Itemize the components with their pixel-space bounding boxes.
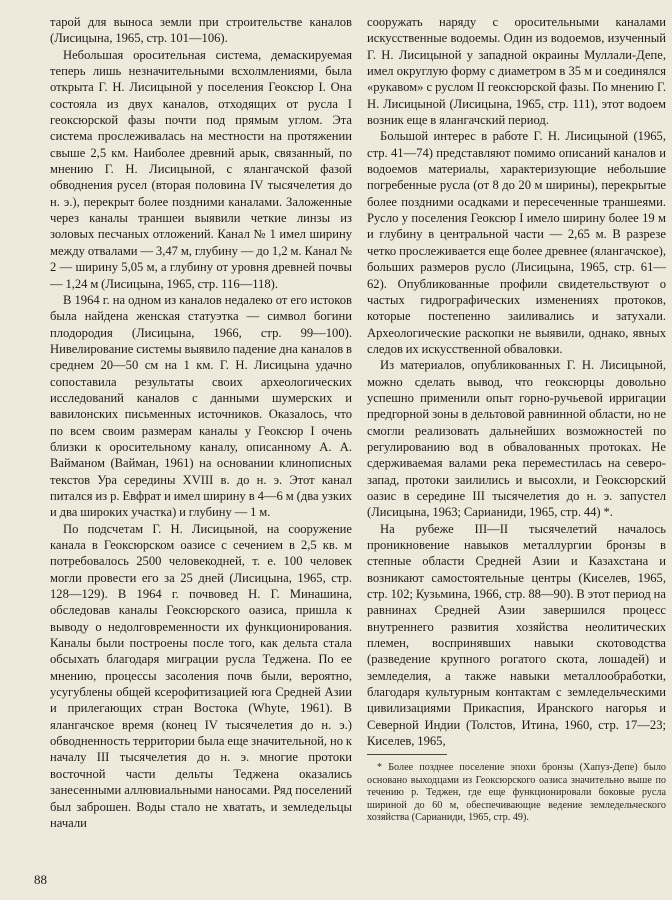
- right-column: [367, 14, 666, 749]
- paragraph: Небольшая оросительная система, демаскируемая теперь лишь незначительными всхолмлениями, была открыта Г. Н. Лисицыной у поселения Геоксюр I. Она состояла из двух каналов, отходящих от русла I геоксюрской фазы почти под прямым углом. Эта система прослеживалась на местности на протяжении свыше 2,5 км. Наиболее древний арык, связанный, по мнению Г. Н. Лисицыной, с ялангачской фазой обводнения русел (вторая половина IV тысячелетия до н. э.), перекрыт более поздними каналами. Заложенные через каналы траншеи выявили четкие линзы из золовых песчаных отложений. Канал № 1 имел ширину между отвалами — 3,47 м, глубину — до 1,2 м. Канал № 2 — ширину 5,05 м, а глубину от уровня древней почвы — 1,24 м (Лисицына, 1965, стр. 116—118).: [50, 47, 352, 291]
- page-number: 88: [34, 872, 47, 887]
- footnote-divider: [367, 754, 447, 755]
- paragraph-continuation: сооружать наряду с оросительными каналами искусственные водоемы. Один из водоемов, изученный Г. Н. Лисицыной у западной окраины Муллали-Депе, имел округлую форму с диаметром в 35 м и соединялся «рукавом» с руслом II геоксюрской фазы. По мнению Г. Н. Лисицыной (Лисицына, 1965, стр. 111), этот водоем возник еще в ялангачский период.: [367, 15, 666, 128]
- left-column: [50, 14, 352, 831]
- footnote: [367, 762, 666, 825]
- paragraph: На рубеже III—II тысячелетий началось проникновение навыков металлургии бронзы в степные области Средней Азии и Казахстана и возникают самостоятельные центры (Киселев, 1965, стр. 102; Кузьмина, 1966, стр. 88—90). В этот период на равнинах Средней Азии завершился процесс внутреннего развития хозяйства неолитических племен, воспринявших навыки скотоводства (разведение крупного рогатого скота, лошадей) и земледелия, а также навыки металлообработки, благодаря культурным контактам с земледельческими цивилизациями Прикаспия, Иранского нагорья и Северной Индии (Толстов, Итина, 1960, стр. 17—23; Киселев, 1965,: [367, 521, 666, 749]
- paragraph: В 1964 г. на одном из каналов недалеко от его истоков была найдена женская статуэтка — символ богини плодородия (Лисицына, 1966, стр. 99—100). Нивелирование системы выявило падение дна каналов в среднем 20—50 см на 1 км. Г. Н. Лисицына удачно сопоставила результаты своих археологических исследований каналов с данными шумерских и вавилонских письменных источников. Оказалось, что по всем своим размерам каналы у Геоксюр I очень близки к оросительному каналу, описанному А. А. Вайманом (Вайман, 1961) на основании клинописных текстов Ура середины XVIII в. до н. э. Этот канал питался из р. Евфрат и имел ширину в 4—6 м (два узких и два широких участка) и глубину — 1 м.: [50, 292, 352, 520]
- paragraph-continuation: тарой для выноса земли при строительстве каналов (Лисицына, 1965, стр. 101—106).: [50, 15, 352, 46]
- paragraph: По подсчетам Г. Н. Лисицыной, на сооружение канала в Геоксюрском оазисе с сечением в 2,5 кв. м потребовалось 2500 человекодней, т. е. 100 человек могли провести его за 25 дней (Лисицына, 1965, стр. 128—129). В 1964 г. почвовед Н. Г. Минашина, обследовав каналы Геоксюрского оазиса, пришла к выводу о недолговременности их функционирования. Каналы были построены после того, как дельта стала обсыхать благодаря миграции русла Теджена. По ее мнению, процессы засоления почв были, вероятно, усугублены общей ксерофитизацией юга Средней Азии и прилегающих стран Востока (Whyte, 1961). В ялангачское время (конец IV тысячелетия до н. э.) обводненность территории была еще значительной, но к началу III тысячелетия до н. э. многие протоки восточной части дельты Теджена оказались занесенными аллювиальными наносами. Ряд поселений был заброшен. Воды стало не хватать, и земледельцы начали: [50, 521, 352, 830]
- paragraph: Большой интерес в работе Г. Н. Лисицыной (1965, стр. 41—74) представляют помимо описаний каналов и водоемов материалы, характеризующие небольшие погребенные русла (от 8 до 20 м ширины), перекрытые более поздними осадками и пересеченные траншеями. Русло у поселения Геоксюр I имело ширину более 19 м и глубину в центральной части — 2,65 м. В разрезе четко прослеживается еще более древнее (ялангачское), больших размеров русло (Лисицына, 1965, стр. 61—62). Опубликованные профили свидетельствуют о частых гидрографических изменениях протоков, которые постепенно заиливались и затухали. Археологические раскопки не выявили, однако, явных следов их искусственной обваловки.: [367, 129, 666, 356]
- footnote-text: * Более позднее поселение эпохи бронзы (Хапуз-Депе) было основано выходцами из Геоксюрского оазиса значительно выше по течению р. Теджен, где еще функционировали боковые русла шириной до 60 м, обеспечивающие ведение земледельческого хозяйства (Сарианиди, 1965, стр. 49).: [367, 762, 666, 824]
- paragraph: Из материалов, опубликованных Г. Н. Лисицыной, можно сделать вывод, что геоксюрцы довольно успешно применили опыт горно-ручьевой ирригации предгорной зоны в дельтовой равнинной области, но не смогли реализовать дальнейших возможностей по регулированию вод в обвалованных протоках. Не сдерживаемая валами река переместилась на северо-запад, протоки заилились и высохли, и Геоксюрский оазис в середине III тысячелетия до н. э. запустел (Лисицына, 1963; Сарианиди, 1965, стр. 44) *.: [367, 358, 666, 520]
